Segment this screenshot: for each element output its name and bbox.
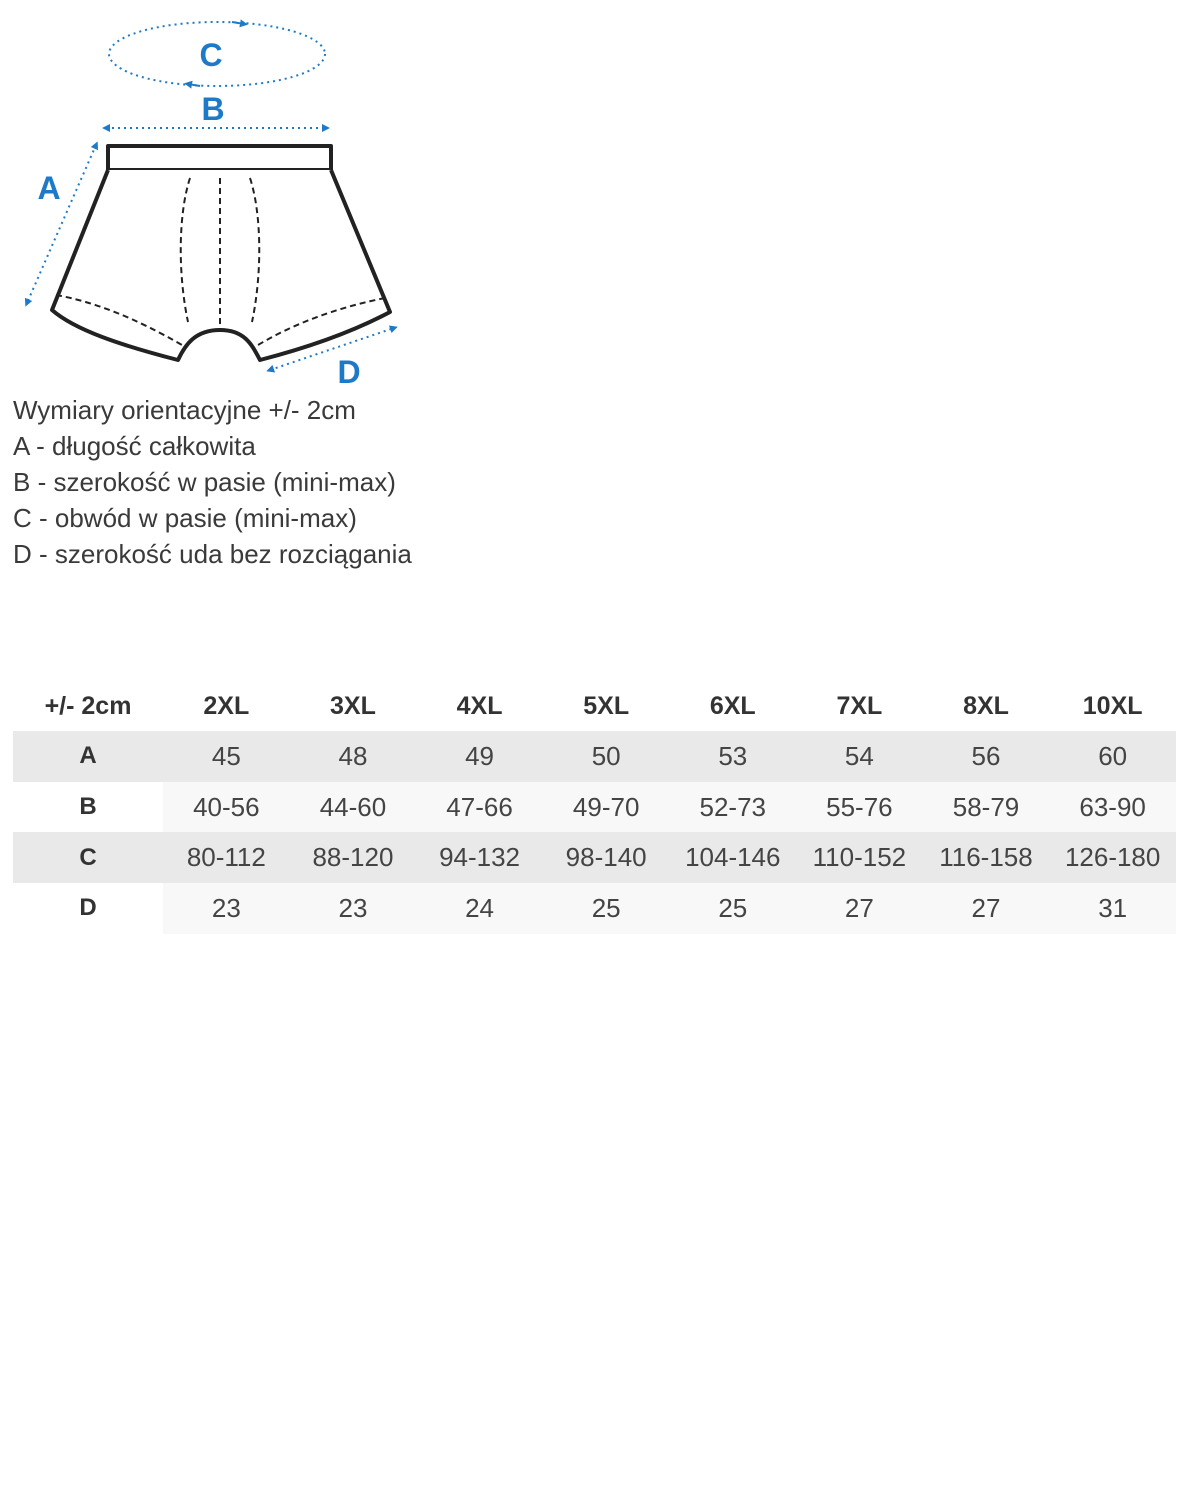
table-cell: 60	[1049, 731, 1176, 782]
table-cell: 25	[669, 883, 796, 934]
column-header: 5XL	[543, 681, 670, 731]
boxer-briefs-measurement-diagram	[0, 0, 420, 395]
table-cell: 80-112	[163, 832, 290, 883]
table-cell: 47-66	[416, 782, 543, 833]
table-cell: 23	[163, 883, 290, 934]
legend-item-a: A - długość całkowita	[13, 431, 256, 461]
table-cell: 40-56	[163, 782, 290, 833]
circumference-indicator	[109, 22, 325, 86]
table-cell: 98-140	[543, 832, 670, 883]
legend-note: Wymiary orientacyjne +/- 2cm	[13, 395, 356, 425]
table-cell: 54	[796, 731, 923, 782]
table-cell: 88-120	[290, 832, 417, 883]
table-row	[13, 832, 1176, 883]
table-row	[13, 883, 1176, 934]
table-cell: 94-132	[416, 832, 543, 883]
table-row	[13, 731, 1176, 782]
table-cell: 116-158	[923, 832, 1050, 883]
table-cell: 45	[163, 731, 290, 782]
row-label: D	[13, 883, 163, 934]
column-header: 8XL	[923, 681, 1050, 731]
column-header: 2XL	[163, 681, 290, 731]
table-cell: 27	[923, 883, 1050, 934]
row-label: C	[13, 832, 163, 883]
column-header: 7XL	[796, 681, 923, 731]
column-header: 4XL	[416, 681, 543, 731]
table-cell: 110-152	[796, 832, 923, 883]
table-cell: 50	[543, 731, 670, 782]
dimension-letter-d: D	[337, 354, 361, 390]
size-chart-table	[13, 681, 1176, 934]
table-cell: 23	[290, 883, 417, 934]
table-cell: 52-73	[669, 782, 796, 833]
row-label: A	[13, 731, 163, 782]
table-cell: 56	[923, 731, 1050, 782]
dimension-letter-a: A	[37, 170, 61, 206]
table-cell: 53	[669, 731, 796, 782]
table-cell: 44-60	[290, 782, 417, 833]
table-row	[13, 782, 1176, 833]
column-header: 6XL	[669, 681, 796, 731]
table-cell: 126-180	[1049, 832, 1176, 883]
measurement-legend	[13, 392, 412, 572]
table-cell: 24	[416, 883, 543, 934]
boxer-briefs-outline	[52, 146, 390, 360]
table-cell: 63-90	[1049, 782, 1176, 833]
column-header: 3XL	[290, 681, 417, 731]
table-cell: 104-146	[669, 832, 796, 883]
column-header: 10XL	[1049, 681, 1176, 731]
waist-width-indicator	[106, 91, 326, 128]
table-cell: 49-70	[543, 782, 670, 833]
table-cell: 31	[1049, 883, 1176, 934]
legend-item-c: C - obwód w pasie (mini-max)	[13, 503, 357, 533]
table-cell: 27	[796, 883, 923, 934]
table-cell: 58-79	[923, 782, 1050, 833]
table-cell: 49	[416, 731, 543, 782]
dimension-letter-c: C	[199, 37, 223, 73]
table-cell: 25	[543, 883, 670, 934]
legend-item-b: B - szerokość w pasie (mini-max)	[13, 467, 396, 497]
dimension-letter-b: B	[201, 91, 225, 127]
table-cell: 55-76	[796, 782, 923, 833]
table-corner-label: +/- 2cm	[13, 681, 163, 731]
row-label: B	[13, 782, 163, 833]
legend-item-d: D - szerokość uda bez rozciągania	[13, 539, 412, 569]
table-header-row	[13, 681, 1176, 731]
table-cell: 48	[290, 731, 417, 782]
